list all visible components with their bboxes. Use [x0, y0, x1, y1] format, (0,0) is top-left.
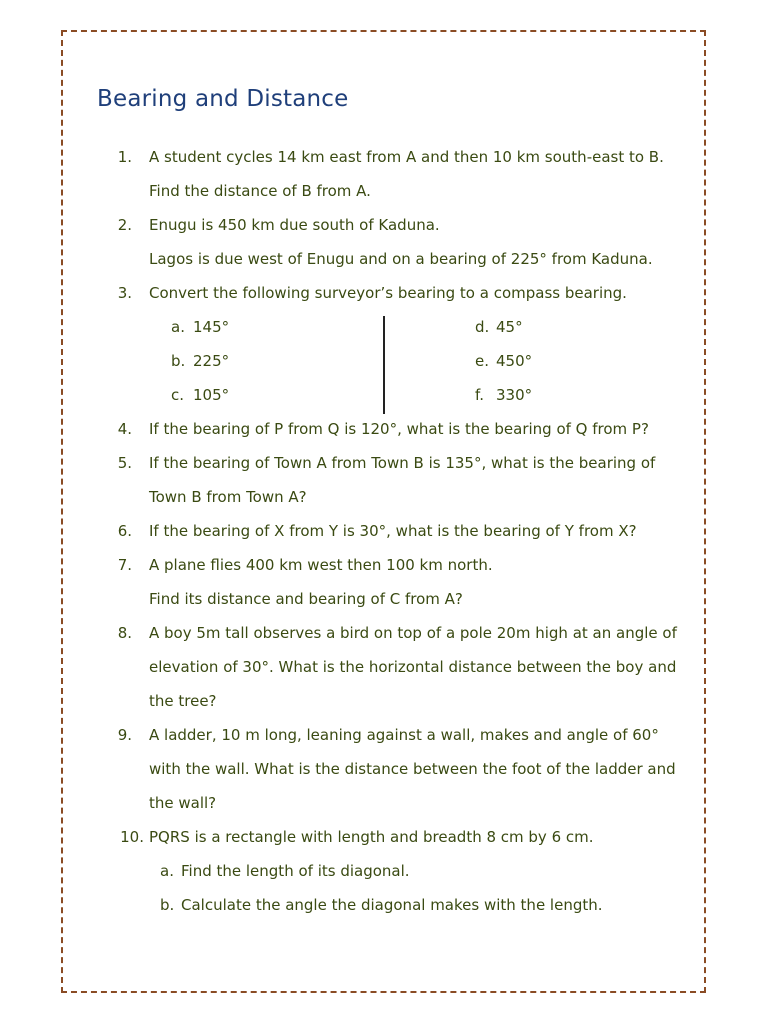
sub-item-text: 225° — [193, 352, 230, 370]
sub-item-text: 330° — [496, 386, 533, 404]
question-number: 6. — [117, 522, 132, 540]
question-text: Convert the following surveyor’s bearing to a compass bearing. — [149, 284, 627, 302]
column-divider — [383, 316, 385, 414]
sub-item-label: b. — [171, 352, 186, 370]
sub-item-label: f. — [475, 386, 484, 404]
question-number: 8. — [117, 624, 132, 642]
question-text: Find its distance and bearing of C from A? — [149, 590, 463, 608]
sub-item-text: 450° — [496, 352, 533, 370]
question-number: 10. — [120, 828, 144, 846]
question-number: 3. — [117, 284, 132, 302]
question-text: Find the distance of B from A. — [149, 182, 371, 200]
question-text: A student cycles 14 km east from A and then 10 km south-east to B. — [149, 148, 664, 166]
question-number: 4. — [117, 420, 132, 438]
question-number: 2. — [117, 216, 132, 234]
question-text: If the bearing of X from Y is 30°, what is the bearing of Y from X? — [149, 522, 637, 540]
question-text: PQRS is a rectangle with length and breadth 8 cm by 6 cm. — [149, 828, 594, 846]
question-text: the wall? — [149, 794, 217, 812]
sub-item-text: Find the length of its diagonal. — [181, 862, 410, 880]
sub-item-label: e. — [475, 352, 489, 370]
sub-item-text: Calculate the angle the diagonal makes with the length. — [181, 896, 603, 914]
question-text: If the bearing of P from Q is 120°, what is the bearing of Q from P? — [149, 420, 649, 438]
question-text: Lagos is due west of Enugu and on a bearing of 225° from Kaduna. — [149, 250, 653, 268]
sub-item-text: 105° — [193, 386, 230, 404]
question-text: If the bearing of Town A from Town B is 135°, what is the bearing of — [149, 454, 656, 472]
sub-item-label: b. — [160, 896, 175, 914]
question-text: A ladder, 10 m long, leaning against a wall, makes and angle of 60° — [149, 726, 659, 744]
question-text: Enugu is 450 km due south of Kaduna. — [149, 216, 440, 234]
question-text: Town B from Town A? — [149, 488, 307, 506]
question-number: 9. — [117, 726, 132, 744]
dashed-page-border — [61, 30, 706, 993]
question-text: A plane flies 400 km west then 100 km north. — [149, 556, 493, 574]
question-number: 7. — [117, 556, 132, 574]
sub-item-label: a. — [160, 862, 174, 880]
question-number: 5. — [117, 454, 132, 472]
sub-item-label: c. — [171, 386, 185, 404]
sub-item-label: a. — [171, 318, 185, 336]
sub-item-text: 145° — [193, 318, 230, 336]
sub-item-label: d. — [475, 318, 490, 336]
question-text: elevation of 30°. What is the horizontal distance between the boy and — [149, 658, 677, 676]
question-number: 1. — [117, 148, 132, 166]
question-text: A boy 5m tall observes a bird on top of a pole 20m high at an angle of — [149, 624, 677, 642]
page-title: Bearing and Distance — [97, 86, 349, 112]
sub-item-text: 45° — [496, 318, 523, 336]
question-text: with the wall. What is the distance between the foot of the ladder and — [149, 760, 676, 778]
question-text: the tree? — [149, 692, 217, 710]
